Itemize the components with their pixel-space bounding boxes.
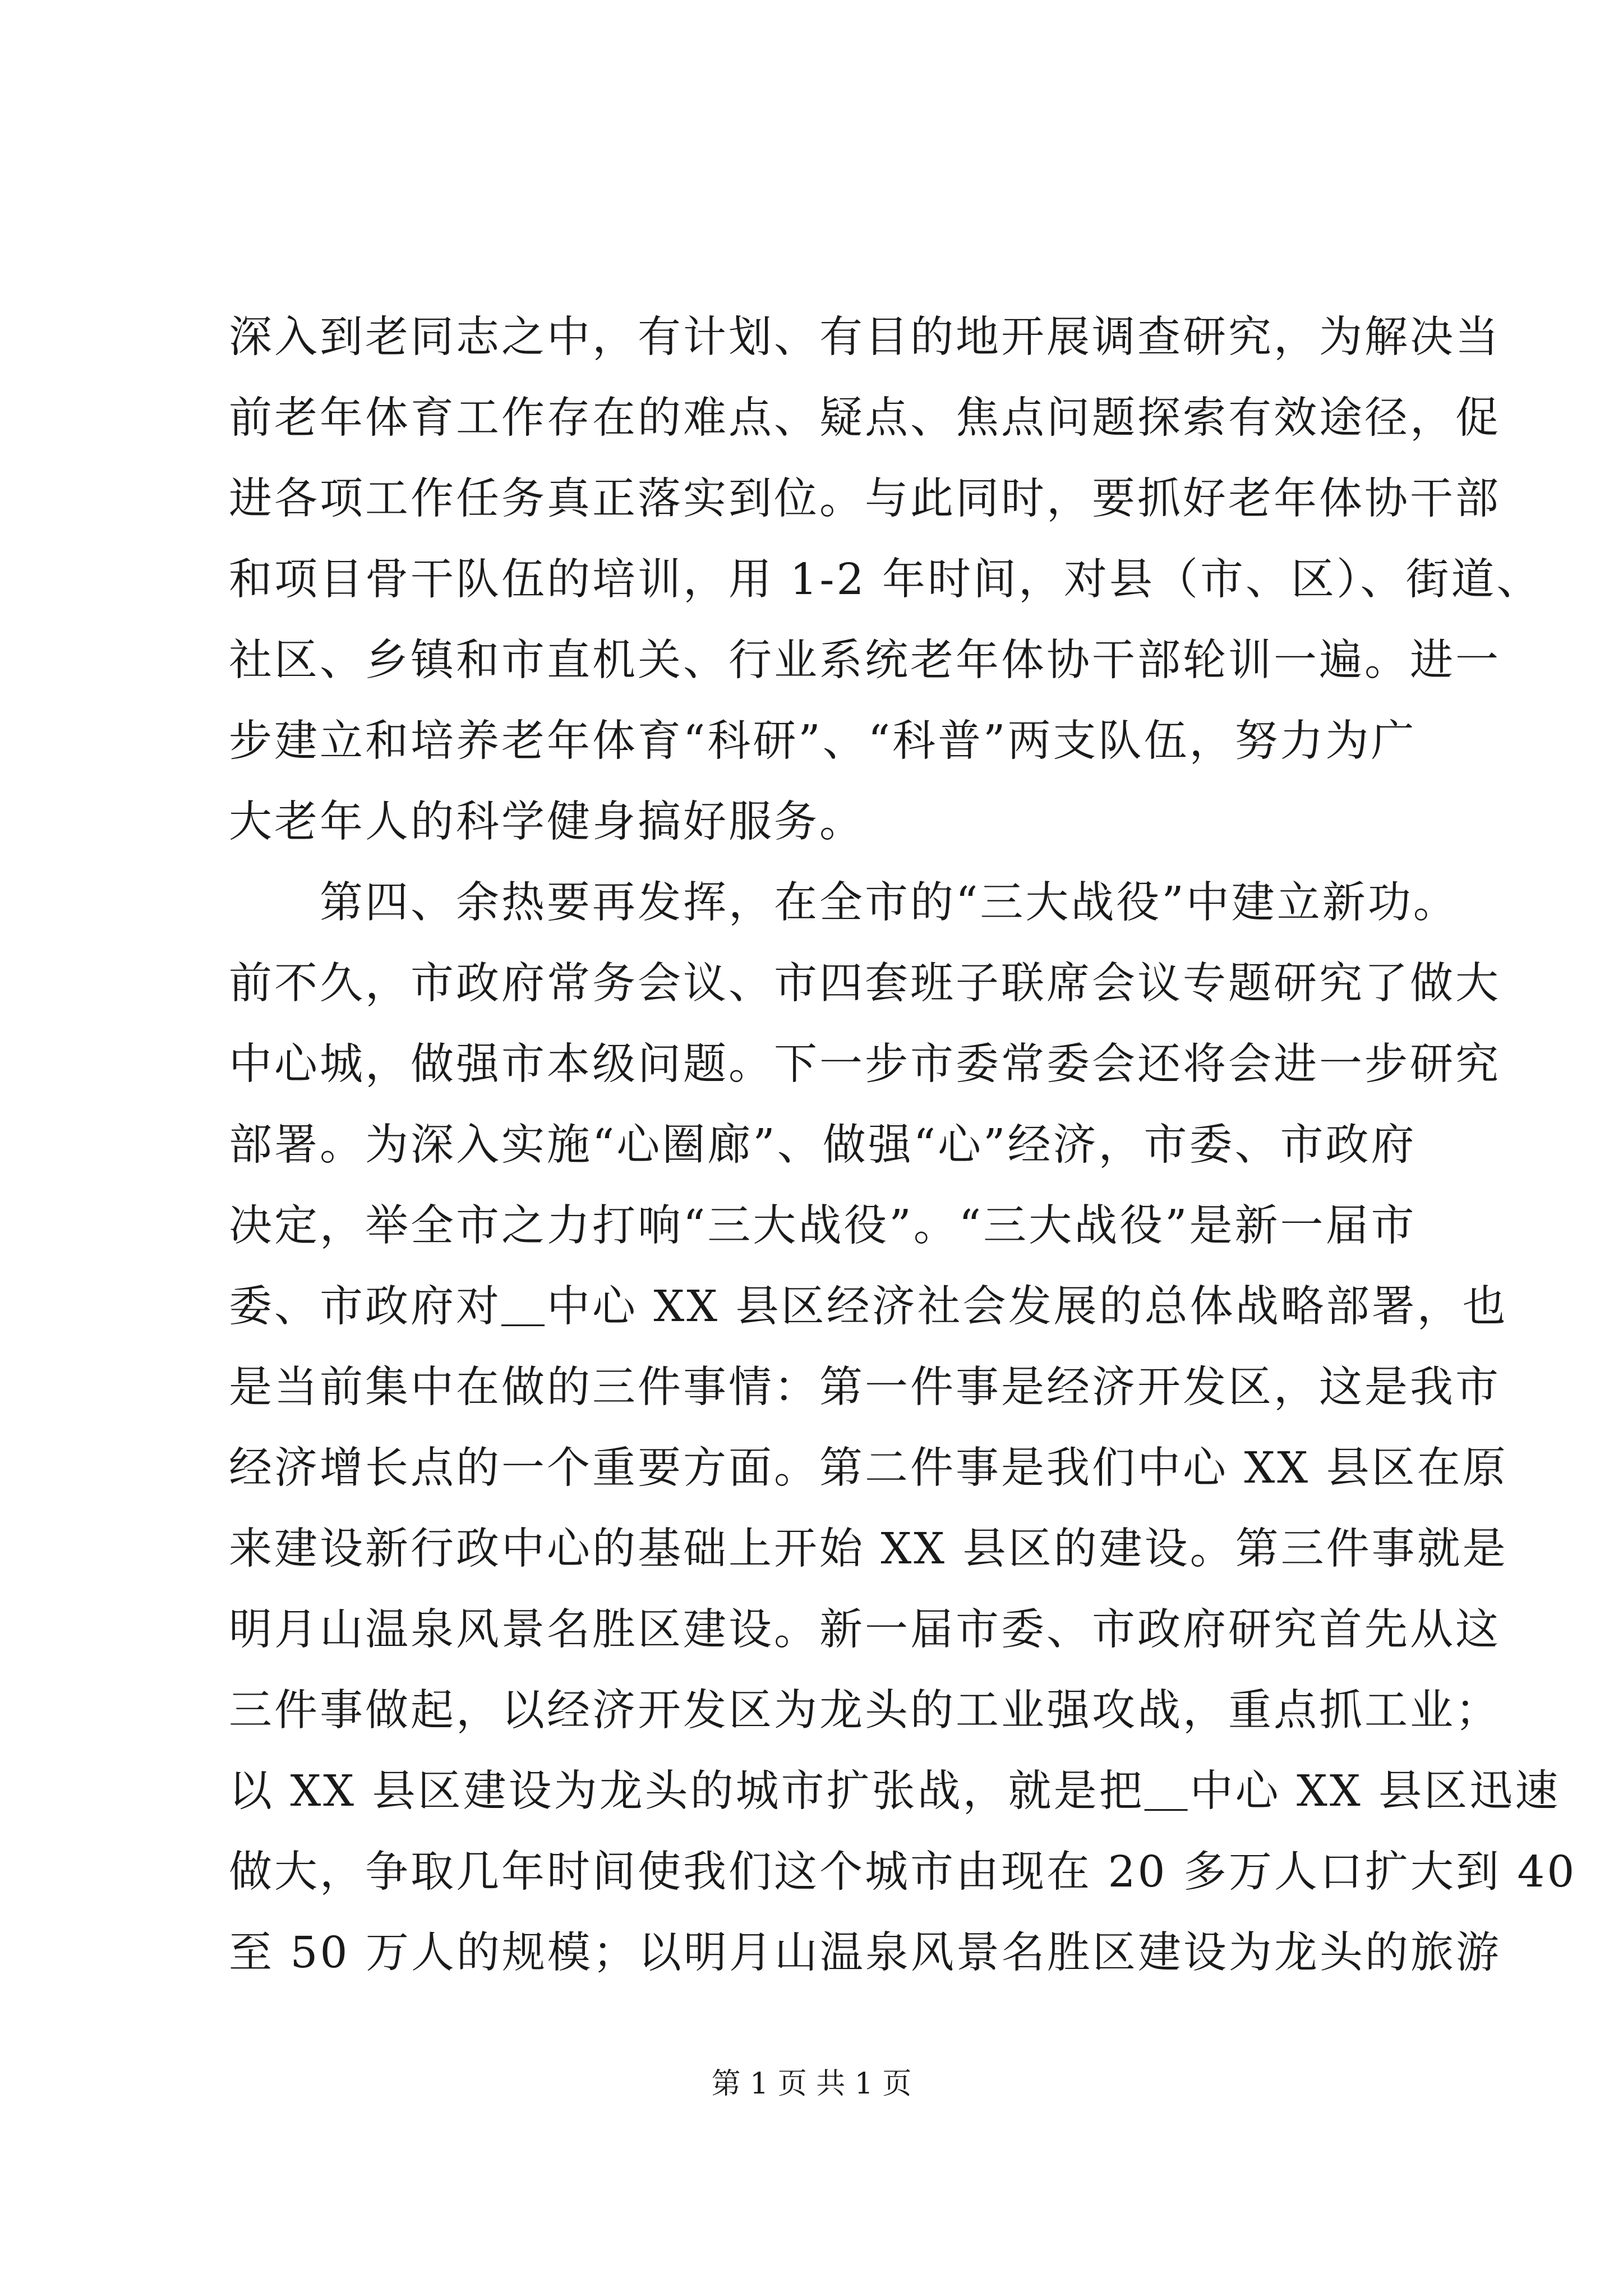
text-line: 中心城，做强市本级问题。下一步市委常委会还将会进一步研究 [229, 1039, 1501, 1089]
text-line: 三件事做起，以经济开发区为龙头的工业强攻战，重点抓工业； [229, 1686, 1501, 1736]
text-line: 决定，举全市之力打响“三大战役”。“三大战役”是新一届市 [229, 1201, 1417, 1251]
text-line: 做大，争取几年时间使我们这个城市由现在 20 多万人口扩大到 40 [229, 1847, 1577, 1897]
paragraph-start-line: 第四、余热要再发挥，在全市的“三大战役”中建立新功。 [320, 878, 1459, 928]
text-line: 以 XX 县区建设为龙头的城市扩张战，就是把＿中心 XX 县区迅速 [229, 1766, 1561, 1816]
text-line: 社区、乡镇和市直机关、行业系统老年体协干部轮训一遍。进一 [229, 636, 1501, 685]
page-number-label: 第 1 页 共 1 页 [711, 2067, 912, 2101]
text-line: 大老年人的科学健身搞好服务。 [229, 797, 865, 847]
text-line: 深入到老同志之中，有计划、有目的地开展调查研究，为解决当 [229, 312, 1501, 362]
text-line: 前老年体育工作存在的难点、疑点、焦点问题探索有效途径，促 [229, 393, 1501, 443]
page-footer [0, 2060, 1623, 2102]
text-line: 明月山温泉风景名胜区建设。新一届市委、市政府研究首先从这 [229, 1605, 1501, 1655]
text-line: 是当前集中在做的三件事情：第一件事是经济开发区，这是我市 [229, 1363, 1501, 1412]
text-line: 部署。为深入实施“心圈廊”、做强“心”经济，市委、市政府 [229, 1120, 1417, 1170]
text-line: 来建设新行政中心的基础上开始 XX 县区的建设。第三件事就是 [229, 1524, 1508, 1574]
document-body [229, 297, 1577, 1994]
text-line: 进各项工作任务真正落实到位。与此同时，要抓好老年体协干部 [229, 474, 1501, 524]
text-line: 和项目骨干队伍的培训，用 1-2 年时间，对县（市、区）、街道、 [229, 555, 1542, 605]
text-line: 经济增长点的一个重要方面。第二件事是我们中心 XX 县区在原 [229, 1443, 1508, 1493]
text-line: 至 50 万人的规模；以明月山温泉风景名胜区建设为龙头的旅游 [229, 1928, 1501, 1978]
text-line: 委、市政府对＿中心 XX 县区经济社会发展的总体战略部署，也 [229, 1282, 1508, 1332]
text-line: 步建立和培养老年体育“科研”、“科普”两支队伍，努力为广 [229, 716, 1417, 766]
text-line: 前不久，市政府常务会议、市四套班子联席会议专题研究了做大 [229, 959, 1501, 1009]
